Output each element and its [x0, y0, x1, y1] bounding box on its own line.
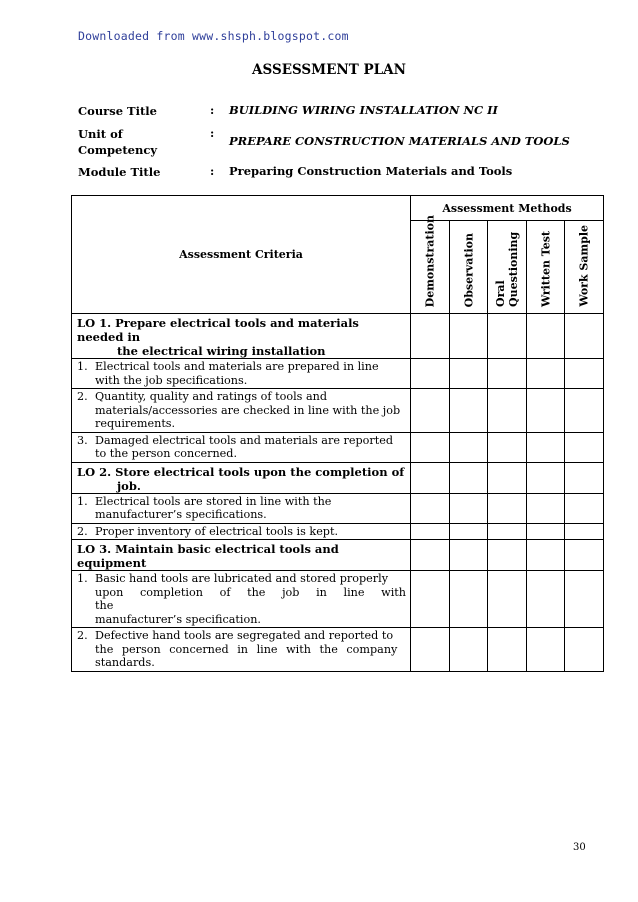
table-row — [72, 432, 604, 462]
table-row — [72, 462, 604, 493]
check-cell[interactable] — [565, 359, 604, 389]
assessment-methods-header: Assessment Methods — [411, 196, 604, 221]
check-cell[interactable] — [565, 462, 604, 493]
method-label: Written Test — [539, 230, 552, 307]
method-header-observation — [450, 221, 488, 314]
check-cell[interactable] — [488, 462, 527, 493]
unit-label-line1: Unit of — [78, 127, 123, 141]
table-row — [72, 314, 604, 359]
table-row — [72, 389, 604, 433]
check-cell[interactable] — [450, 540, 488, 571]
check-cell[interactable] — [527, 359, 565, 389]
check-cell[interactable] — [527, 493, 565, 523]
learning-outcome-cell — [72, 462, 411, 493]
check-cell[interactable] — [527, 462, 565, 493]
criterion-number: 2. — [77, 390, 88, 403]
criterion-line3: standards. — [95, 656, 155, 669]
check-cell[interactable] — [488, 389, 527, 433]
check-cell[interactable] — [450, 571, 488, 628]
page-title: ASSESSMENT PLAN — [252, 62, 406, 78]
check-cell[interactable] — [411, 540, 450, 571]
criterion-number: 1. — [77, 494, 88, 508]
check-cell[interactable] — [488, 359, 527, 389]
check-cell[interactable] — [565, 523, 604, 540]
table-row — [72, 493, 604, 523]
check-cell[interactable] — [488, 523, 527, 540]
criterion-line1: Defective hand tools are segregated and reported to — [95, 629, 394, 642]
table-row — [72, 571, 604, 628]
check-cell[interactable] — [411, 314, 450, 359]
check-cell[interactable] — [411, 389, 450, 433]
criterion-number: 2. — [77, 629, 88, 642]
criterion-number: 2. — [77, 524, 88, 538]
check-cell[interactable] — [527, 571, 565, 628]
check-cell[interactable] — [565, 571, 604, 628]
method-header-work-sample — [565, 221, 604, 314]
criterion-line2: manufacturer’s specifications. — [95, 508, 267, 521]
lo-line1: LO 1. Prepare electrical tools and materials needed in — [77, 316, 359, 344]
check-cell[interactable] — [488, 628, 527, 672]
page-number: 30 — [573, 842, 586, 853]
check-cell[interactable] — [527, 628, 565, 672]
criterion-number: 3. — [77, 433, 88, 447]
course-title-colon: : — [210, 103, 215, 117]
criterion-line1: Damaged electrical tools and materials are reported — [95, 433, 393, 447]
criterion-number: 1. — [77, 572, 88, 585]
lo-line2: job. — [117, 478, 141, 493]
module-title-colon: : — [210, 164, 215, 178]
criterion-cell — [72, 389, 411, 433]
check-cell[interactable] — [488, 540, 527, 571]
lo-line1: LO 2. Store electrical tools upon the completion of — [77, 464, 405, 479]
criterion-line2: with the job specifications. — [95, 373, 248, 387]
method-label: Demonstration — [423, 214, 437, 307]
course-title-label: Course Title — [78, 104, 157, 118]
assessment-plan-table — [71, 195, 604, 672]
criterion-line3: requirements. — [95, 417, 176, 430]
criterion-cell — [72, 432, 411, 462]
check-cell[interactable] — [488, 432, 527, 462]
lo-line2: the electrical wiring installation — [117, 344, 326, 358]
check-cell[interactable] — [565, 540, 604, 571]
check-cell[interactable] — [527, 523, 565, 540]
method-header-written-test — [527, 221, 565, 314]
download-watermark: Downloaded from www.shsph.blogspot.com — [78, 29, 349, 43]
check-cell[interactable] — [411, 493, 450, 523]
criterion-number: 1. — [77, 360, 88, 373]
criterion-cell — [72, 493, 411, 523]
check-cell[interactable] — [450, 523, 488, 540]
criterion-cell — [72, 628, 411, 672]
check-cell[interactable] — [488, 314, 527, 359]
criterion-line1: Electrical tools are stored in line with the — [95, 494, 332, 508]
check-cell[interactable] — [450, 314, 488, 359]
module-title-value: Preparing Construction Materials and Tools — [229, 164, 513, 178]
check-cell[interactable] — [565, 314, 604, 359]
check-cell[interactable] — [450, 493, 488, 523]
unit-colon: : — [210, 126, 215, 140]
criterion-cell — [72, 359, 411, 389]
criterion-line1: Proper inventory of electrical tools is kept. — [95, 524, 339, 538]
criterion-line3: manufacturer’s specification. — [95, 612, 261, 626]
check-cell[interactable] — [411, 571, 450, 628]
check-cell[interactable] — [450, 359, 488, 389]
learning-outcome-cell — [72, 540, 411, 571]
criterion-cell — [72, 571, 411, 628]
check-cell[interactable] — [450, 628, 488, 672]
criterion-line2: to the person concerned. — [95, 447, 238, 460]
lo-line1: LO 3. Maintain basic electrical tools and equipment — [77, 542, 339, 570]
table-row — [72, 628, 604, 672]
module-title-label: Module Title — [78, 165, 161, 179]
check-cell[interactable] — [527, 314, 565, 359]
check-cell[interactable] — [411, 523, 450, 540]
method-label: Oral Questioning — [494, 231, 520, 307]
table-row — [72, 359, 604, 389]
table-row — [72, 523, 604, 540]
check-cell[interactable] — [450, 389, 488, 433]
criterion-line1: Electrical tools and materials are prepared in line — [95, 360, 379, 373]
criterion-line2: the person concerned in line with the company — [95, 642, 398, 656]
check-cell[interactable] — [450, 462, 488, 493]
check-cell[interactable] — [411, 628, 450, 672]
check-cell[interactable] — [565, 628, 604, 672]
check-cell[interactable] — [527, 540, 565, 571]
check-cell[interactable] — [527, 432, 565, 462]
check-cell[interactable] — [411, 462, 450, 493]
check-cell[interactable] — [565, 493, 604, 523]
table-row — [72, 540, 604, 571]
criterion-line2: materials/accessories are checked in line with the job — [95, 403, 401, 417]
check-cell[interactable] — [411, 432, 450, 462]
check-cell[interactable] — [450, 432, 488, 462]
learning-outcome-cell — [72, 314, 411, 359]
criterion-line1: Basic hand tools are lubricated and stored properly — [95, 572, 389, 585]
criterion-line2: upon completion of the job in line with the — [95, 585, 406, 612]
unit-label-line2: Competency — [78, 143, 158, 157]
course-title-value: BUILDING WIRING INSTALLATION NC II — [229, 103, 498, 117]
criterion-line1: Quantity, quality and ratings of tools and — [95, 390, 327, 403]
check-cell[interactable] — [488, 571, 527, 628]
method-header-demonstration — [411, 214, 450, 314]
check-cell[interactable] — [565, 389, 604, 433]
check-cell[interactable] — [411, 359, 450, 389]
assessment-criteria-header: Assessment Criteria — [72, 196, 411, 314]
method-label: Observation — [462, 232, 475, 307]
check-cell[interactable] — [527, 389, 565, 433]
unit-of-competency-label — [78, 126, 198, 158]
criterion-cell — [72, 523, 411, 540]
check-cell[interactable] — [565, 432, 604, 462]
method-header-oral-questioning — [488, 221, 527, 314]
unit-of-competency-value: PREPARE CONSTRUCTION MATERIALS AND TOOLS — [229, 134, 570, 148]
check-cell[interactable] — [488, 493, 527, 523]
method-label: Work Sample — [577, 225, 591, 307]
